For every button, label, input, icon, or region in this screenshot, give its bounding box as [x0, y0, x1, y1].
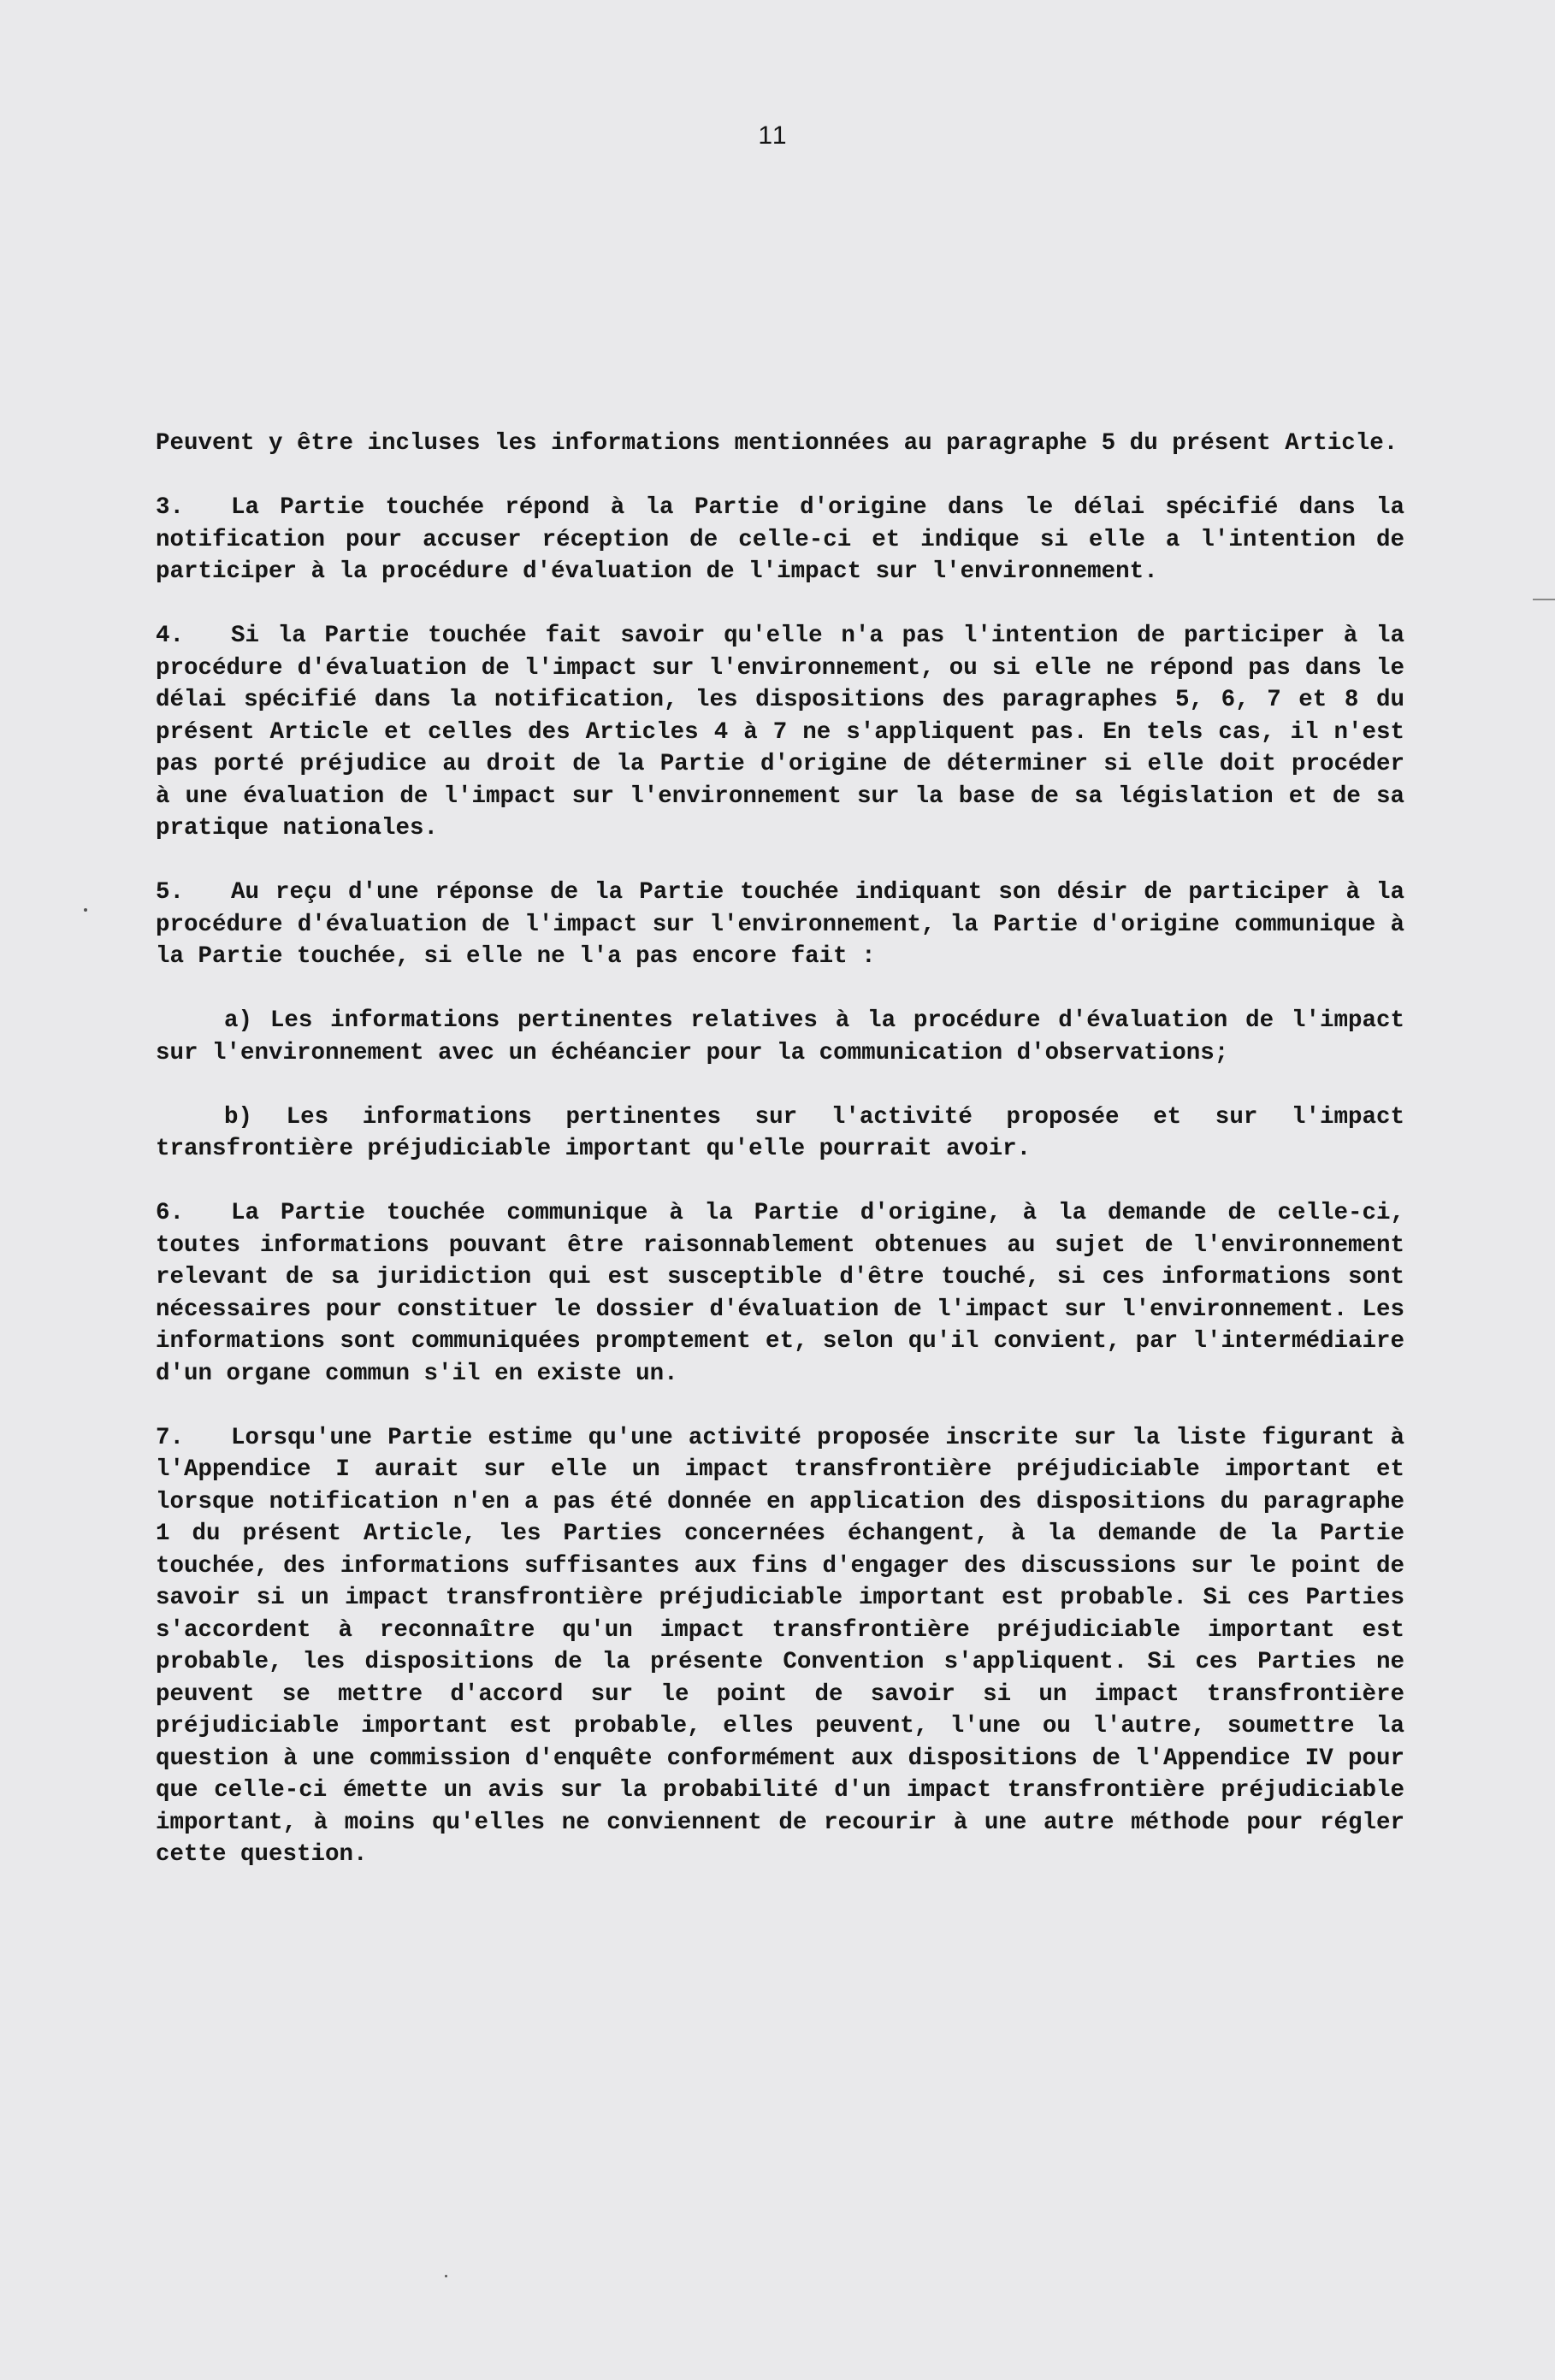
paragraph-6: [156, 1197, 1404, 1390]
list-item: a) Les informations pertinentes relatives à la procédure d'évaluation de l'impact sur l'environnement avec un échéancier pour la communication d'observations;: [156, 1007, 1404, 1066]
paragraph-text: Au reçu d'une réponse de la Partie touchée indiquant son désir de participer à la procédure d'évaluation de l'impact sur l'environnement, la Partie d'origine communique à la Partie touchée, si elle ne l'a pas encore fait :: [156, 879, 1404, 970]
paragraph-7: [156, 1422, 1404, 1871]
paragraph-continuation: Peuvent y être incluses les informations mentionnées au paragraphe 5 du présent Article.: [156, 430, 1398, 457]
scan-speck: [445, 2275, 447, 2277]
scan-edge-mark: [1533, 599, 1555, 600]
paragraph-3: [156, 492, 1404, 588]
paragraph-text: Si la Partie touchée fait savoir qu'elle n'a pas l'intention de participer à la procédure d'évaluation de l'impact sur l'environnement, ou si elle ne répond pas dans le délai spécifié dans la notification, les dispositions des paragraphes 5, 6, 7 et 8 du présent Article et celles des Articles 4 à 7 ne s'appliquent pas. En tels cas, il n'est pas porté préjudice au droit de la Partie d'origine de déterminer si elle doit procéder à une évaluation de l'impact sur l'environnement sur la base de sa législation et de sa pratique nationales.: [156, 623, 1404, 842]
scan-speck: [84, 908, 87, 912]
paragraph-number: 6.: [156, 1200, 185, 1226]
page-number: 11: [758, 121, 789, 150]
paragraph-4: [156, 620, 1404, 845]
document-body: [156, 428, 1404, 1871]
paragraph-number: 4.: [156, 623, 185, 649]
paragraph-number: 3.: [156, 494, 185, 521]
list-item: b) Les informations pertinentes sur l'activité proposée et sur l'impact transfrontière préjudiciable important qu'elle pourrait avoir.: [156, 1103, 1404, 1162]
paragraph-number: 7.: [156, 1424, 185, 1451]
paragraph-text: Lorsqu'une Partie estime qu'une activité proposée inscrite sur la liste figurant à l'Appendice I aurait sur elle un impact transfrontière préjudiciable important et lorsque notification n'en a pas été donnée en application des dispositions du paragraphe 1 du présent Article, les Parties concernées échangent, à la demande de la Partie touchée, des informations suffisantes aux fins d'engager des discussions sur le point de savoir si un impact transfrontière préjudiciable important est probable. Si ces Parties s'accordent à reconnaître qu'un impact transfrontière préjudiciable important est probable, les dispositions de la présente Convention s'appliquent. Si ces Parties ne peuvent se mettre d'accord sur le point de savoir si un impact transfrontière préjudiciable important est probable, elles peuvent, l'une ou l'autre, soumettre la question à une commission d'enquête conformément aux dispositions de l'Appendice IV pour que celle-ci émette un avis sur la probabilité d'un impact transfrontière préjudiciable important, à moins qu'elles ne conviennent de recourir à une autre méthode pour régler cette question.: [156, 1424, 1404, 1868]
paragraph-number: 5.: [156, 879, 185, 906]
paragraph-text: La Partie touchée répond à la Partie d'origine dans le délai spécifié dans la notification pour accuser réception de celle-ci et indique si elle a l'intention de participer à la procédure d'évaluation de l'impact sur l'environnement.: [156, 494, 1404, 585]
paragraph-text: La Partie touchée communique à la Partie d'origine, à la demande de celle-ci, toutes informations pouvant être raisonnablement obtenues au sujet de l'environnement relevant de sa juridiction qui est susceptible d'être touché, si ces informations sont nécessaires pour constituer le dossier d'évaluation de l'impact sur l'environnement. Les informations sont communiquées promptement et, selon qu'il convient, par l'intermédiaire d'un organe commun s'il en existe un.: [156, 1200, 1404, 1387]
paragraph-5: [156, 877, 1404, 973]
